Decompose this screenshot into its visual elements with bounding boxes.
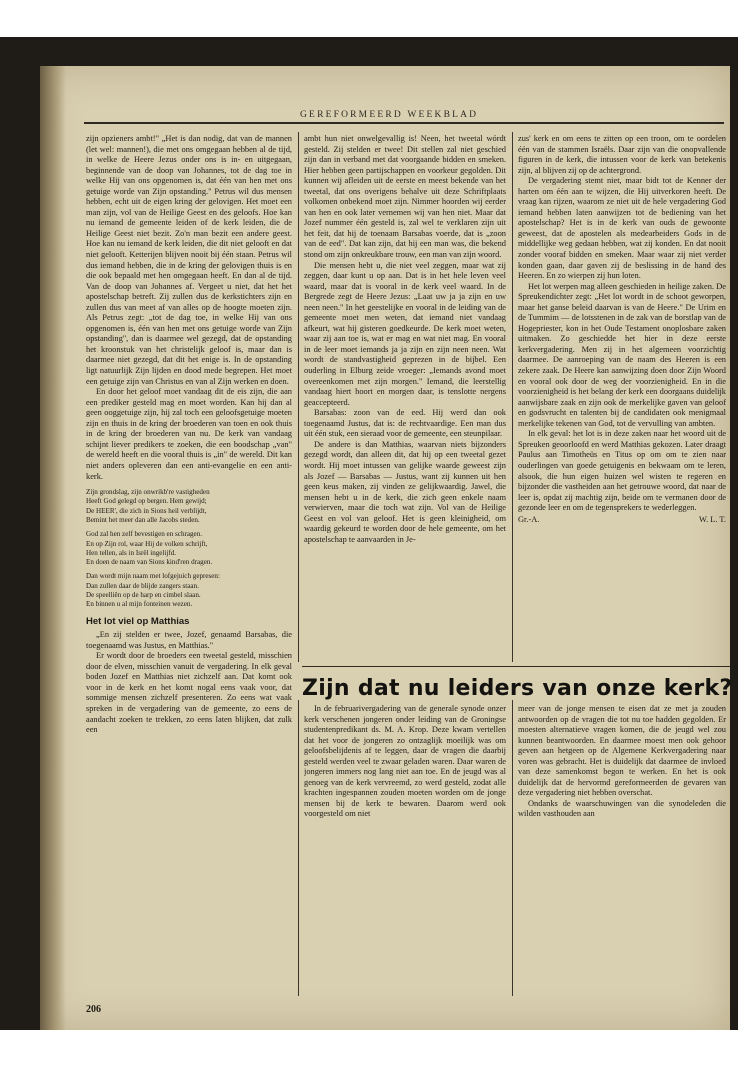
signature-line: [518, 515, 726, 526]
column-rule-4: [512, 700, 513, 996]
psalm-verse: [86, 488, 292, 610]
col3-paragraph: zus' kerk en om eens te zitten op een troon, om te oordelen één van de stammen Israëls. Daar zijn van die onopvallende figuren in de kerk, die intussen voor de kerk van betekenis zijn, al blijven zij op de achtergrond.: [518, 134, 726, 175]
col2-paragraph: De andere is dan Matthias, waarvan niets bijzonders gezegd wordt, dan alleen dit, dat hij op een tweetal gezet wordt. Hij moet intussen van gelijke waarde geweest zijn als Jozef — Barsabas — Justus, want zij kunnen uit hen geen keus maken, zij vinden ze gelijkwaardig. Jawel, die mensen hebt u in de kerk, die zich geen enkele naam verwierven, maar die toch wat zijn. Vol van de Heilige Geest en vol van geloof. Het is geen kleinigheid, om waardig gekeurd te worden door de hele gemeente, om het apostelschap te aanvaarden in Je-: [304, 439, 506, 544]
col5-paragraph: Ondanks de waarschuwingen van die synodeleden die wilden vasthouden aan: [518, 798, 726, 819]
poem-line: En op Zijn rol, waar Hij de volken schrijft,: [86, 539, 208, 548]
stanza: [86, 572, 292, 609]
column-rule-3: [298, 700, 299, 996]
column-rule-1: [298, 132, 299, 662]
poem-line: Dan wordt mijn naam met lofgejuich gepresen:: [86, 572, 220, 581]
poem-line: Hen tellen, als in Isrël ingelijfd.: [86, 548, 177, 557]
col2-paragraph: ambt hun niet onwelgevallig is! Neen, het tweetal wórdt gesteld. Zij stelden er twee! Dit stellen zal niet geschied zijn dan in verband met dat voorgaande bidden en smeken. Hier hebben geen partijschappen en voorkeur gegolden. Dit kunnen wij afleiden uit de eerste en meest bekende van het tweetal, dat ons overigens behalve uit deze Schriftplaats volkomen onbekend moet zijn. Nimmer hoorden wij eerder van hen en ook later vernemen wij van hen niet. Maar dat Jozef nummer één gesteld is, zal wel te verklaren zijn uit het feit, dat hij de toenaam Barsabas voerde, dat is „zoon van de eed". Dat kan zijn, dat hij een man was, die bekend stond om zijn onkreukbare trouw, een man van zijn woord.: [304, 134, 506, 260]
col2-paragraph: Barsabas: zoon van de eed. Hij werd dan ook toegenaamd Justus, dat is: de rechtvaardige. Een man dus uit één stuk, een sieraad voor de gemeente, een steunpilaar.: [304, 408, 506, 439]
col4-paragraph: In de februarivergadering van de generale synode onzer kerk verschenen jongeren onder leiding van de Groningse studentenpredikant ds. M. A. Krop. Deze kwam vertellen dat het voor de jongeren zo ontzaglijk moeilijk was om geloofsbelijdenis af te leggen, daar de vragen die daarbij gesteld werden veel te zwaar geladen waren. Daar waren de jongeren immers nog lang niet aan toe. En de jeugd was al genoeg van de kerk vervreemd, zo werd gesteld, zodat alle krachten ingespannen zouden moeten worden om de jonge mensen bij de kerk te bewaren. Daarom werd ook voorgesteld om niet: [304, 704, 506, 819]
col2-paragraph: Die mensen hebt u, die niet veel zeggen, maar wat zij zeggen, daar kunt u op aan. Dat is in het hele leven veel waard, maar dat is vooral in de kerk veel waard. In de Bergrede zegt de Heere Jezus: „Laat uw ja ja zijn en uw neen neen." In het geestelijke en vooral in de leiding van de gemeente moet men weten, dat iemand niet vandaag afkeurt, wat hij gisteren goedkeurde. De kerk moet weten, waar zij aan toe is, wat er mag en wat niet mag. En vooral in de leer moet iemands ja ja zijn en zijn neen neen. Wat wordt de standvastigheid geprezen in de bijbel. Een ouderling in Elburg zeide vroeger: „Iemands avond moet overeenkomen met zijn morgen." Iemand, die leerstellig vandaag hiert hoort en morgen daar, is tenslotte nergens geaccepteerd.: [304, 260, 506, 407]
article-column-1: [86, 134, 292, 1000]
poem-line: De HEER', die zich in Sions heil verblijdt,: [86, 506, 207, 515]
poem-line: Bemint het meer dan alle Jacobs steden.: [86, 515, 200, 524]
article-column-3: [518, 134, 726, 664]
col5-paragraph: meer van de jonge mensen te eisen dat ze met ja zouden antwoorden op de vragen die tot nu toe hadden gegolden. Er moesten alternatieve vragen komen, die de jeugd wel zou kunnen beantwoorden. En daarmee moest men ook gehoor geven aan hetgeen op de Algemene Kerkvergadering naar voren was gebracht. Het is duidelijk dat daarmee de invloed van deze samenkomst begon te werken. En het is ook duidelijk dat de hervormd gereformeerden de gevaren van deze vergadering niet hebben overschat.: [518, 704, 726, 798]
signature-place: Gr.-A.: [518, 514, 540, 524]
article-headline: Zijn dat nu leiders van onze kerk?: [302, 676, 733, 701]
col1-paragraph: zijn opzieners ambt!" „Het is dan nodig, dat van de mannen (let wel: mannen!), die met ons omgegaan hebben al de tijd, in welke de Heere Jezus onder ons is in- en uitgegaan, beginnende van de doop van Johannes, tot de dag toe in welke Hij van ons opgenomen is, dat één van hen met ons getuige worde van Zijn opstanding." Petrus wil dus mensen hebben, echt uit de eigen kring der gelovigen. Het moet een man zijn, vol van de Heilige Geest en des geloofs. Hoe kan nu iemand de gemeente leiden of de kerk leiden, die de Heilige Geest niet bezit. Zo'n man bezit een andere geest. Hoe kan nu iemand de kerk leiden, die dit niet gelooft en dat niet gelooft. Ketterijen blijven nooit bij één staan. Petrus wil dus iemand hebben, die in de kring der gelovigen thuis is en die ook bepaald met hen omgegaan heeft. En dan al de tijd. Van de doop van Johannes af. Vergeet u niet, dat het het apostelschap betreft. Zij zullen dus de kerkstichters zijn en zullen dus van meet af van alles op de hoogte moeten zijn. Als Petrus zegt: „tot de dag toe, in welke Hij van ons opgenomen is, één van hen met ons getuige worde van Zijn opstanding", dan is daarmee wel gezegd, dat de opstanding het kroonstuk van het christelijk geloof is, maar dan is daarmee niet gezegd, dat dit het enige is. In de opstanding ligt natuurlijk Zijn lijden en dood mede begrepen. Het moet een getuige zijn van Christus en van al Zijn werken en doen.: [86, 134, 292, 386]
headline-rule: [302, 666, 730, 667]
header-rule: [84, 122, 724, 124]
poem-line: God zal hen zelf bevestigen en schragen.: [86, 530, 203, 539]
poem-line: Heeft God gelegd op bergen. Hem gewijd;: [86, 497, 207, 506]
poem-line: En binnen u al mijn fonteinen wezen.: [86, 600, 193, 609]
signature-author: W. L. T.: [698, 514, 726, 524]
article-column-4: [304, 704, 506, 1000]
col1-paragraph: Er wordt door de broeders een tweetal gesteld, misschien door de elven, misschien vanuit de vergadering. In elk geval boden Jozef en Matthias niet zichzelf aan. Dat komt ook voor in de kerk en het komt nogal eens vaak voor, dat sommige mensen zichzelf presenteren. Zo eens wat vaak spreken in de vergadering van de gemeente, zo eens de aandacht zoeken te trekken, zo eens laten blijken, dat zulk een: [86, 651, 292, 735]
section-subheading: Het lot viel op Matthias: [86, 615, 190, 627]
stanza: [86, 488, 292, 525]
page-binding-shadow: [40, 66, 66, 1030]
col1-paragraph: En door het geloof moet vandaag dit de eis zijn, die aan een prediker gesteld mag en moet worden. Kan hij dan al geen ooggetuige zijn, hij zal toch een geloofsgetuige moeten zijn en thuis in de kring der broederen van toen en ook thuis in de kring der broederen van nu. De kerk van vandaag schijnt liever predikers te zoeken, die een boodschap „van" de wereld heeft en die vooral thuis is „in" de wereld. Dit kan niet anders opleveren dan een anti-evangelie en een anti-kerk.: [86, 387, 292, 481]
col3-paragraph: In elk geval: het lot is in deze zaken naar het woord uit de Spreuken geoorloofd en werd Matthias gekozen. Later draagt Paulus aan Timotheüs en Titus op om om te zien naar ouderlingen van goede getuigenis en bekwaam om te leren, alsook, die hun eigen huizen wel wisten te regeren en bijzonder die vastheiden aan het getrouwe woord, dat naar de leer is, opdat zij machtig zijn, beide om te vermanen door de gezonde leer en om de tegensprekers te wederleggen.: [518, 429, 726, 513]
col3-paragraph: Het lot werpen mag alleen geschieden in heilige zaken. De Spreukendichter zegt: „Het lot wordt in de schoot geworpen, maar het ganse beleid daarvan is van de Heere." De Urim en de Tummim — de lotsstenen in de zak van de borstlap van de Hogepriester, kon in het Oude Testament onoplosbare zaken uitmaken. Zo geschiedde het hier in deze eerste kerkvergadering. Men zij in het algemeen voorzichtig daarmee. De aanroeping van de naam des Heeren is een zekere zaak. De Heere kan aanwijzing doen door Zijn Woord en vooral ook door de weg der voorzienigheid. En in die voorzienigheid is het belang der kerk een doorgaans duidelijk aanwijsbare zaak en zijn ook de merkelijke gaven van geloof en godsvrucht en talenten bij de candidaten ook menigmaal merkelijke tekenen van God, tot de vervulling van ambten.: [518, 281, 726, 428]
column-rule-2: [512, 132, 513, 662]
running-head: GEREFORMEERD WEEKBLAD: [300, 110, 479, 120]
poem-line: Zijn grondslag, zijn onwrikb're vastigheden: [86, 488, 210, 497]
stanza: [86, 530, 292, 567]
col1-paragraph: „En zij stelden er twee, Jozef, genaamd Barsabas, die toegenaamd was Justus, en Matthias.": [86, 630, 292, 650]
col3-paragraph: De vergadering stemt niet, maar bidt tot de Kenner der harten om één aan te wijzen, die Hij uitverkoren heeft. De vraag kan rijzen, waarom ze niet uit de hele vergadering God iemand hebben laten aanwijzen tot de bediening van het apostelschap? Het is in de kerk van ouds de gewoonte geweest, dat de apostelen als medearbeiders Gods in de middellijke weg gedaan hebben, wat zij konden. En dat nooit zonder vooraf bidden en smeken. Maar waar zij niet verder konden gaan, daar gaven zij de beslissing in de hand des Heeren. En zo wierpen zij hun loten.: [518, 176, 726, 281]
page-number: 206: [86, 1004, 101, 1015]
poem-line: Dan zullen daar de blijde zangers staan.: [86, 581, 199, 590]
poem-line: De speelliên op de harp en cimbel slaan.: [86, 591, 201, 600]
article-column-2: [304, 134, 506, 664]
poem-line: En doen de naam van Sions kind'ren dragen.: [86, 558, 213, 567]
article-column-5: [518, 704, 726, 1000]
